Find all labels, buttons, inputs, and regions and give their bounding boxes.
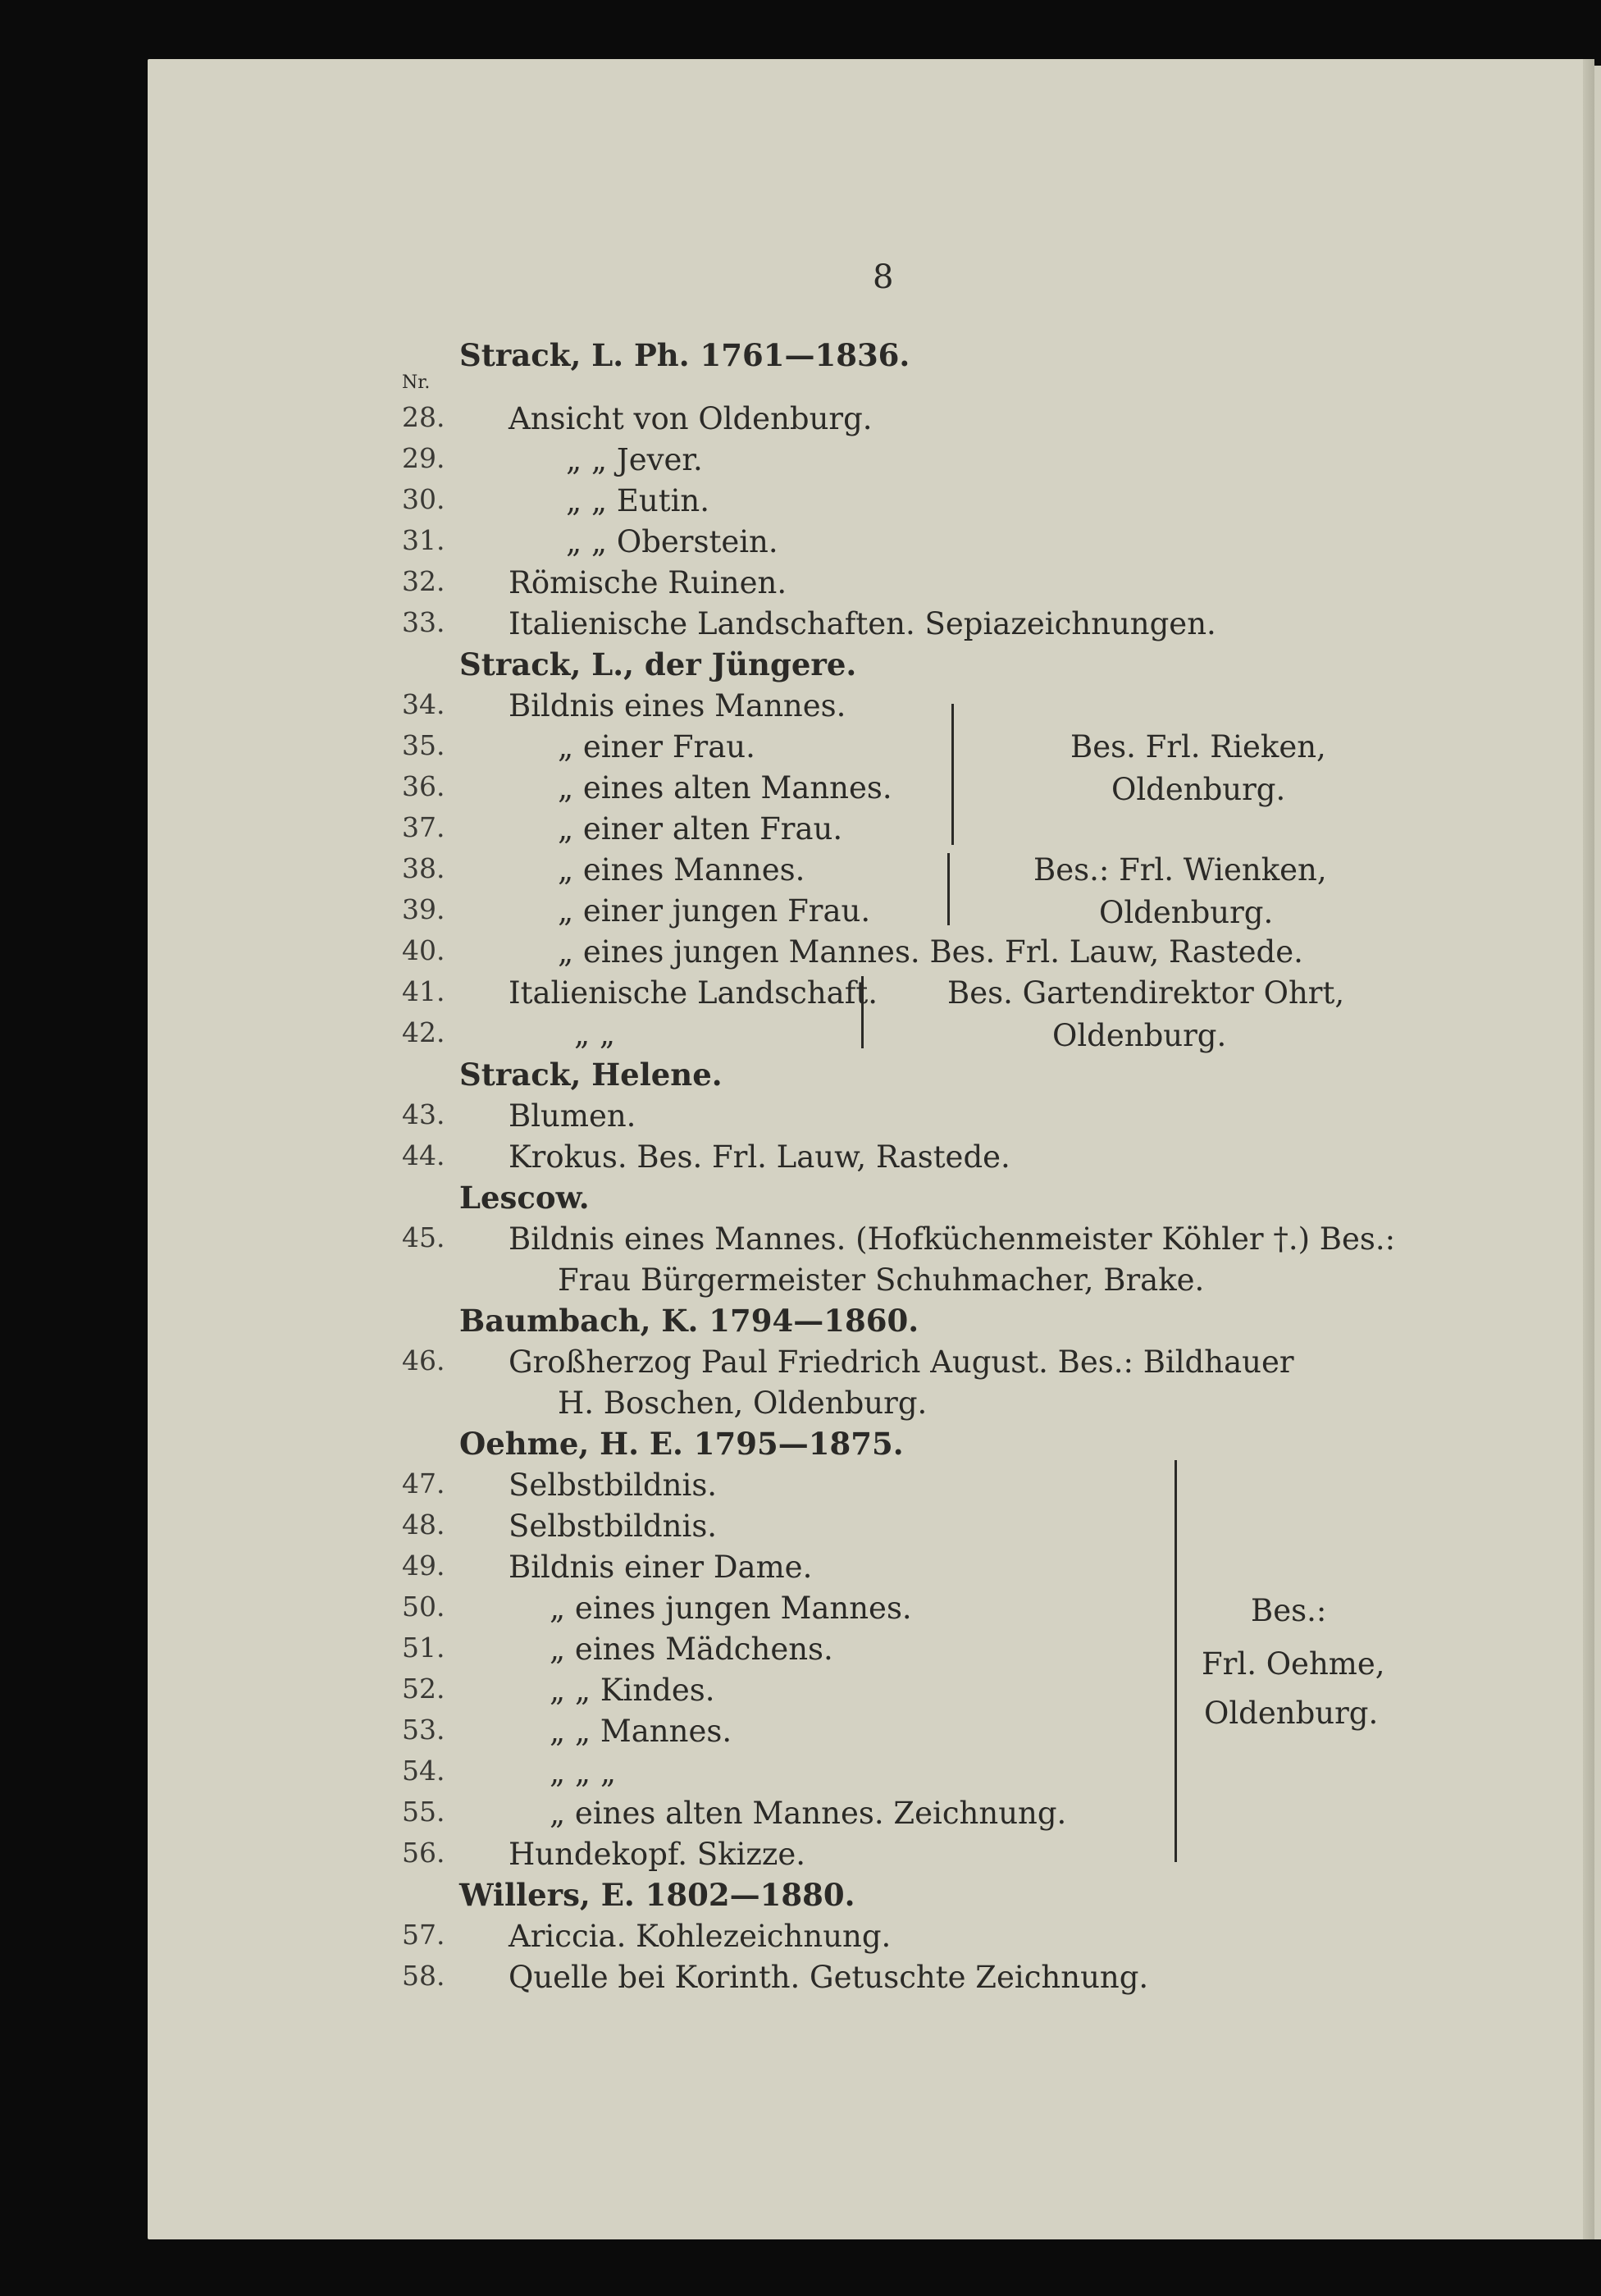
entry-number: 30.: [402, 483, 445, 515]
entry-number: 28.: [402, 401, 445, 433]
artist-heading: Strack, Helene.: [459, 1057, 723, 1093]
entry-title: Selbstbildnis.: [509, 1468, 718, 1503]
entry-title: Großherzog Paul Friedrich August. Bes.: Bildhauer: [509, 1344, 1294, 1380]
entry-number: 34.: [402, 688, 445, 720]
page-fold: [1583, 59, 1594, 2239]
group-brace: [947, 853, 950, 925]
entry-number: 57.: [402, 1919, 445, 1951]
entry-number: 33.: [402, 606, 445, 638]
entry-title: Hundekopf. Skizze.: [509, 1837, 806, 1872]
group-brace: [861, 976, 864, 1048]
entry-title: Selbstbildnis.: [509, 1509, 718, 1544]
entry-number: 38.: [402, 852, 445, 884]
entry-title: „ „ Oberstein.: [566, 524, 778, 559]
entry-number: 37.: [402, 811, 445, 843]
entry-title: „ einer Frau.: [558, 729, 755, 765]
entry-number: 45.: [402, 1221, 445, 1253]
entry-number: 32.: [402, 565, 445, 597]
entry-number: 43.: [402, 1098, 445, 1130]
entry-title: Ansicht von Oldenburg.: [509, 401, 873, 436]
owner-note: Oldenburg.: [1052, 1018, 1227, 1053]
entry-title: Bildnis eines Mannes. (Hofküchenmeister Köhler †.) Bes.:: [509, 1221, 1396, 1257]
owner-note: Frl. Oehme,: [1202, 1646, 1385, 1682]
entry-number: 54.: [402, 1755, 445, 1787]
owner-note: Bes. Frl. Rieken,: [1070, 729, 1326, 765]
artist-heading: Strack, L., der Jüngere.: [459, 646, 857, 682]
entry-title: „ eines jungen Mannes.: [550, 1591, 912, 1626]
entry-title: „ eines Mannes.: [558, 852, 805, 888]
entry-number: 46.: [402, 1344, 445, 1376]
entry-number: 53.: [402, 1714, 445, 1746]
entry-title: Ariccia. Kohlezeichnung.: [509, 1919, 892, 1954]
entry-number: 48.: [402, 1509, 445, 1541]
entry-title: „ „: [574, 1016, 616, 1052]
entry-title: „ eines alten Mannes.: [558, 770, 892, 806]
entry-title: Krokus. Bes. Frl. Lauw, Rastede.: [509, 1139, 1010, 1175]
artist-heading: Strack, L. Ph. 1761—1836.: [459, 337, 910, 373]
entry-title: Italienische Landschaft.: [509, 975, 878, 1011]
entry-number: 40.: [402, 934, 445, 966]
entry-title: „ eines jungen Mannes. Bes. Frl. Lauw, Rastede.: [558, 934, 1303, 970]
entry-title: Römische Ruinen.: [509, 565, 787, 600]
owner-note: Oldenburg.: [1111, 772, 1286, 807]
entry-number: 41.: [402, 975, 445, 1007]
artist-heading: Oehme, H. E. 1795—1875.: [459, 1426, 904, 1462]
entry-number: 44.: [402, 1139, 445, 1171]
entry-title: Blumen.: [509, 1098, 636, 1134]
entry-title: Italienische Landschaften. Sepiazeichnungen.: [509, 606, 1216, 641]
artist-heading: Willers, E. 1802—1880.: [459, 1877, 855, 1913]
group-brace: [951, 704, 954, 845]
entry-number: 36.: [402, 770, 445, 802]
group-brace: [1175, 1460, 1177, 1862]
entry-number: 39.: [402, 893, 445, 925]
owner-note: Bes. Gartendirektor Ohrt,: [947, 975, 1345, 1011]
entry-number: 47.: [402, 1468, 445, 1499]
entry-title: „ „ „: [550, 1755, 617, 1790]
artist-heading: Lescow.: [459, 1180, 590, 1216]
entry-number: 42.: [402, 1016, 445, 1048]
entry-number: 29.: [402, 442, 445, 474]
page-number: 8: [873, 258, 894, 296]
entry-number: 51.: [402, 1632, 445, 1664]
entry-title: H. Boschen, Oldenburg.: [558, 1385, 928, 1421]
entry-title: „ einer jungen Frau.: [558, 893, 871, 929]
entry-title: „ eines Mädchens.: [550, 1632, 833, 1667]
nr-label: Nr.: [402, 372, 431, 393]
owner-note: Oldenburg.: [1099, 895, 1274, 930]
owner-note: Oldenburg.: [1204, 1696, 1379, 1731]
entry-title: „ eines alten Mannes. Zeichnung.: [550, 1796, 1067, 1831]
entry-number: 50.: [402, 1591, 445, 1623]
entry-title: „ „ Jever.: [566, 442, 703, 477]
artist-heading: Baumbach, K. 1794—1860.: [459, 1303, 919, 1339]
entry-title: „ „ Mannes.: [550, 1714, 732, 1749]
entry-title: Frau Bürgermeister Schuhmacher, Brake.: [558, 1262, 1205, 1298]
entry-number: 49.: [402, 1550, 445, 1582]
entry-title: Bildnis einer Dame.: [509, 1550, 813, 1585]
entry-number: 58.: [402, 1960, 445, 1992]
entry-title: Bildnis eines Mannes.: [509, 688, 846, 723]
entry-number: 55.: [402, 1796, 445, 1828]
owner-note: Bes.:: [1251, 1593, 1327, 1628]
entry-title: „ „ Kindes.: [550, 1673, 715, 1708]
entry-number: 31.: [402, 524, 445, 556]
owner-note: Bes.: Frl. Wienken,: [1033, 852, 1327, 888]
entry-number: 52.: [402, 1673, 445, 1705]
entry-title: „ „ Eutin.: [566, 483, 709, 518]
entry-number: 56.: [402, 1837, 445, 1869]
entry-title: Quelle bei Korinth. Getuschte Zeichnung.: [509, 1960, 1149, 1995]
entry-title: „ einer alten Frau.: [558, 811, 843, 847]
entry-number: 35.: [402, 729, 445, 761]
